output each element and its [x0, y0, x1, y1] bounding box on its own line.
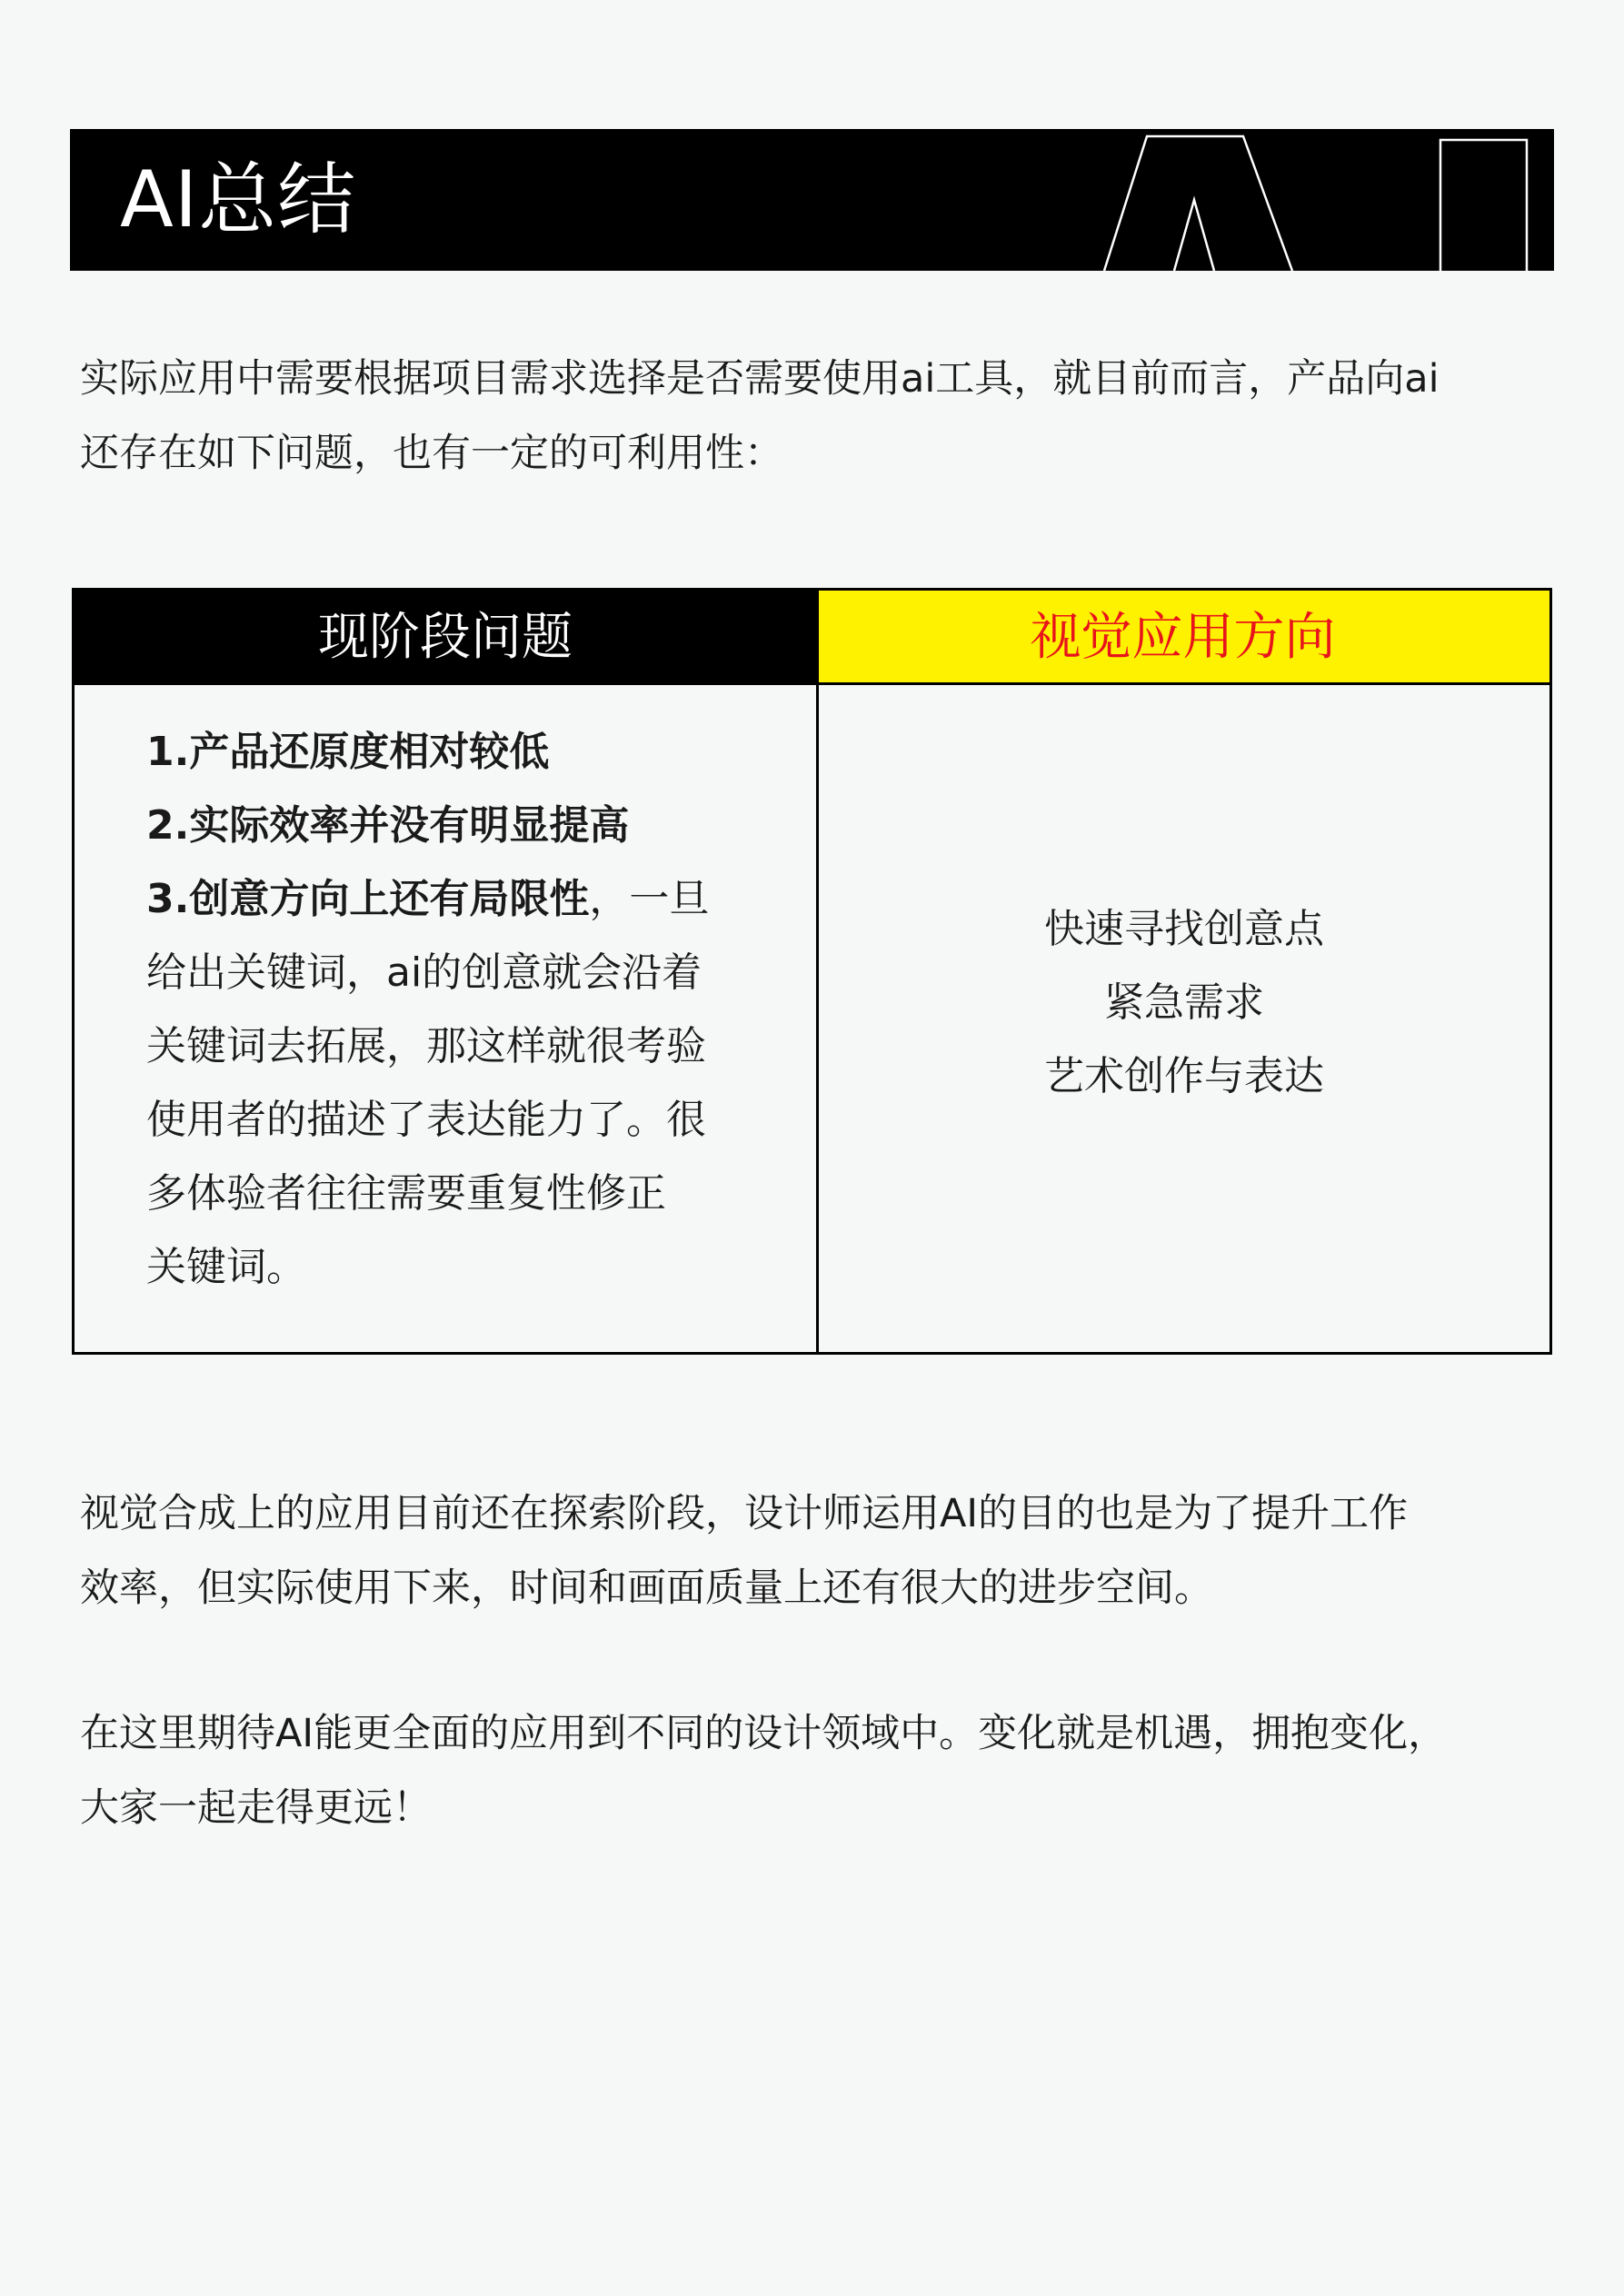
problem-item-1: 1.产品还原度相对较低: [146, 729, 550, 775]
intro-line-1: 实际应用中需要根据项目需求选择是否需要使用ai工具，就目前而言，产品向ai: [80, 356, 1440, 402]
closing-line-2: 大家一起走得更远！: [80, 1785, 432, 1831]
problem-item-3-line-2: 给出关键词，ai的创意就会沿着: [146, 949, 702, 996]
closing-paragraph: [80, 1696, 1552, 1845]
direction-item-2: 紧急需求: [1104, 979, 1264, 1026]
problem-item-3-title: 3.创意方向上还有局限性: [146, 876, 590, 922]
problem-item-3-line-1: ，一旦: [589, 876, 710, 922]
direction-item-3: 艺术创作与表达: [1044, 1053, 1324, 1099]
direction-item-1: 快速寻找创意点: [1044, 906, 1324, 952]
problem-item-3-line-6: 关键词。: [146, 1244, 306, 1290]
intro-paragraph: [80, 342, 1552, 491]
page-title: AI总结: [120, 154, 357, 245]
problem-item-2: 2.实际效率并没有明显提高: [146, 802, 630, 849]
comparison-table: [72, 588, 1552, 1355]
table-header-directions: 视觉应用方向: [816, 591, 1549, 685]
intro-line-2: 还存在如下问题，也有一定的可利用性：: [80, 431, 783, 476]
problem-item-3-line-5: 多体验者往往需要重复性修正: [146, 1170, 666, 1217]
problem-item-3-line-4: 使用者的描述了表达能力了。很: [146, 1097, 706, 1143]
exploration-line-1: 视觉合成上的应用目前还在探索阶段，设计师运用AI的目的也是为了提升工作: [80, 1491, 1409, 1536]
problem-item-3: [146, 862, 764, 936]
closing-line-1: 在这里期待AI能更全面的应用到不同的设计领域中。变化就是机遇，拥抱变化，: [80, 1711, 1448, 1756]
directions-cell: [819, 892, 1549, 1113]
table-header-divider: [75, 682, 1549, 685]
exploration-paragraph: [80, 1476, 1552, 1625]
table-header-problems: 现阶段问题: [75, 591, 816, 685]
exploration-line-2: 效率，但实际使用下来，时间和画面质量上还有很大的进步空间。: [80, 1565, 1213, 1611]
problem-item-3-line-3: 关键词去拓展，那这样就很考验: [146, 1023, 706, 1069]
title-banner: [70, 129, 1554, 271]
problems-cell: [146, 715, 764, 1304]
